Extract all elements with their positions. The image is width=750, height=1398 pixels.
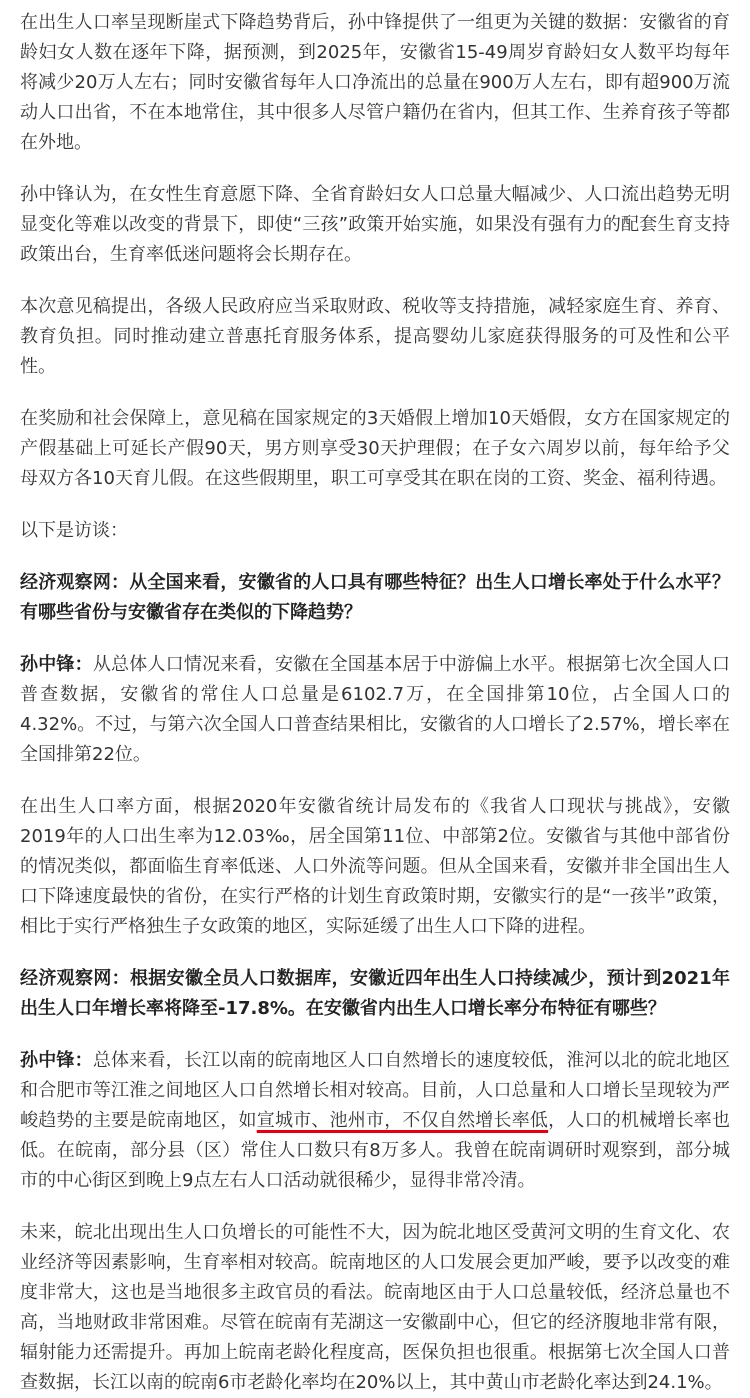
answer-text-before: 总体来看，长江以南的皖南地区人口自然增长的速度较低，淮河以北的皖北地区和合肥市等江淮之间地区人口自然增长相对较高。目前，人口总量和人口增长呈现较为严峻趋势的主要是皖南地区，如 (20, 1050, 730, 1131)
paragraph-birth-rate: 在出生人口率方面，根据2020年安徽省统计局发布的《我省人口现状与挑战》，安徽2019年的人口出生率为12.03‰，居全国第11位、中部第2位。安徽省与其他中部省份的情况类似，都面临生育率低迷、人口外流等问题。但从全国来看，安徽并非全国出生人口下降速度最快的省份，在实行严格的计划生育政策时期，安徽实行的是“一孩半”政策，相比于实行严格独生子女政策的地区，实际延缓了出生人口下降的进程。 (20, 796, 730, 937)
interview-answer-2 (20, 1046, 730, 1196)
paragraph-draft-support: 本次意见稿提出，各级人民政府应当采取财政、税收等支持措施，减轻家庭生育、养育、教育负担。同时推动建立普惠托育服务体系，提高婴幼儿家庭获得服务的可及性和公平性。 (20, 296, 730, 377)
interview-answer-1 (20, 650, 730, 770)
paragraph-birth-data: 在出生人口率呈现断崖式下降趋势背后，孙中锋提供了一组更为关键的数据：安徽省的育龄妇女人数在逐年下降，据预测，到2025年，安徽省15-49周岁育龄妇女人数平均每年将减少20万人左右；同时安徽省每年人口净流出的总量在900万人左右，即有超900万流动人口出省，不在本地常住，其中很多人尽管户籍仍在省内，但其工作、生养育孩子等都在外地。 (20, 12, 730, 153)
interview-question-1: 经济观察网：从全国来看，安徽省的人口具有哪些特征？出生人口增长率处于什么水平？有哪些省份与安徽省存在类似的下降趋势？ (20, 572, 730, 623)
paragraph-leave-rewards: 在奖励和社会保障上，意见稿在国家规定的3天婚假上增加10天婚假，女方在国家规定的产假基础上可延长产假90天，男方则享受30天护理假；在子女六周岁以前，每年给予父母双方各10天育儿假。在这些假期里，职工可享受其在职在岗的工资、奖金、福利待遇。 (20, 408, 730, 489)
paragraph-interview-intro: 以下是访谈： (20, 520, 128, 541)
red-underlined-text: 宣城市、池州市，不仅自然增长率低 (256, 1110, 549, 1131)
answer-speaker: 孙中锋： (20, 654, 93, 675)
answer-text: 从总体人口情况来看，安徽在全国基本居于中游偏上水平。根据第七次全国人口普查数据，安徽省的常住人口总量是6102.7万，在全国排第10位，占全国人口的4.32%。不过，与第六次全国人口普查结果相比，安徽省的人口增长了2.57%，增长率在全国排第22位。 (20, 654, 730, 765)
answer-speaker: 孙中锋： (20, 1050, 93, 1071)
interview-question-2: 经济观察网：根据安徽全员人口数据库，安徽近四年出生人口持续减少，预计到2021年出生人口年增长率将降至-17.8%。在安徽省内出生人口增长率分布特征有哪些？ (20, 968, 730, 1019)
answer-text-after: ，人口的机械增长率也低。在皖南，部分县（区）常住人口数只有8万多人。我曾在皖南调研时观察到，部分城市的中心街区到晚上9点左右人口活动就很稀少，显得非常冷清。 (20, 1110, 731, 1191)
paragraph-policy-view: 孙中锋认为，在女性生育意愿下降、全省育龄妇女人口总量大幅减少、人口流出趋势无明显变化等难以改变的背景下，即使“三孩”政策开始实施，如果没有强有力的配套生育支持政策出台，生育率低迷问题将会长期存在。 (20, 184, 730, 265)
paragraph-future-outlook: 未来，皖北出现出生人口负增长的可能性不大，因为皖北地区受黄河文明的生育文化、农业经济等因素影响，生育率相对较高。皖南地区的人口发展会更加严峻，要予以改变的难度非常大，这也是当地很多主政官员的看法。皖南地区由于人口总量较低，经济总量也不高，当地财政非常困难。尽管在皖南有芜湖这一安徽副中心，但它的经济腹地非常有限，辐射能力还需提升。再加上皖南老龄化程度高，医保负担也很重。根据第七次全国人口普查数据，长江以南的皖南6市老龄化率均在20%以上，其中黄山市老龄化率达到24.1%。 (20, 1222, 730, 1393)
